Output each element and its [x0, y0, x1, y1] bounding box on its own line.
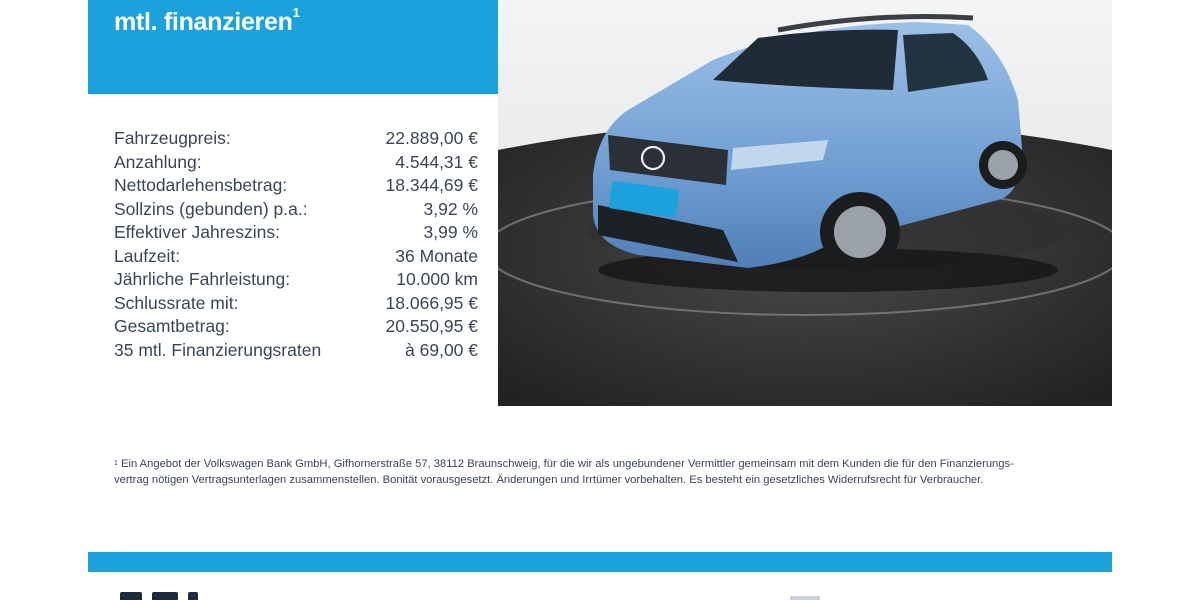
spec-label: Jährliche Fahrleistung:	[114, 269, 291, 289]
spec-row-net-loan	[114, 175, 478, 199]
spec-value: 20.550,95 €	[385, 316, 478, 336]
header-title-footnote-marker: 1	[292, 4, 300, 20]
legal-footnote	[114, 456, 1034, 488]
spec-value: 18.344,69 €	[385, 175, 478, 195]
spec-row-monthly-installments	[114, 340, 478, 364]
financing-specs	[114, 128, 478, 363]
spec-label: Schlussrate mit:	[114, 292, 239, 313]
spec-row-final-rate	[114, 293, 478, 317]
partial-logo-fragment-right	[790, 596, 820, 600]
spec-value: à 69,00 €	[405, 339, 478, 360]
spec-label: Sollzins (gebunden) p.a.:	[114, 198, 308, 219]
spec-row-term	[114, 246, 478, 270]
spec-value: 4.544,31 €	[395, 151, 478, 172]
spec-label: Nettodarlehensbetrag:	[114, 175, 288, 195]
spec-label: Gesamtbetrag:	[114, 316, 230, 336]
header-title-text: mtl. finanzieren	[114, 8, 293, 36]
spec-label: Anzahlung:	[114, 151, 202, 172]
spec-value: 22.889,00 €	[385, 128, 478, 148]
spec-row-debit-interest	[114, 199, 478, 223]
spec-value: 3,99 %	[423, 222, 478, 242]
spec-value: 3,92 %	[423, 198, 478, 219]
front-rim	[834, 206, 886, 258]
header-title	[114, 4, 300, 37]
rear-rim	[988, 150, 1018, 180]
spec-value: 18.066,95 €	[385, 292, 478, 313]
spec-row-effective-rate	[114, 222, 478, 246]
footnote-line-1	[114, 456, 1034, 472]
spec-row-vehicle-price	[114, 128, 478, 152]
footnote-line-2: vertrag nötigen Vertragsunterlagen zusammenstellen. Bonität vorausgesetzt. Änderungen und Irrtümer vorbehalten. Es besteht ein gesetzliches Widerrufsrecht für Verbraucher.	[114, 474, 984, 486]
footnote-text-1: Ein Angebot der Volkswagen Bank GmbH, Gifhornerstraße 57, 38112 Braunschweig, für die wir als ungebundener Vermittler gemeinsam mit dem Kunden die für den Finanzierungs-	[121, 458, 1014, 470]
spec-value: 36 Monate	[395, 245, 478, 266]
spec-row-annual-mileage	[114, 269, 478, 293]
financing-header	[88, 0, 498, 94]
spec-row-down-payment	[114, 152, 478, 176]
footnote-marker: 1	[114, 460, 118, 467]
spec-label: Fahrzeugpreis:	[114, 128, 231, 148]
spec-row-total-amount	[114, 316, 478, 340]
partial-logo-fragment	[120, 592, 230, 600]
logo-fragment-piece	[188, 592, 198, 600]
spec-value: 10.000 km	[396, 269, 478, 289]
logo-fragment-piece	[120, 592, 142, 600]
vehicle-photo	[498, 0, 1112, 406]
bottom-accent-bar	[88, 552, 1112, 572]
spec-label: Laufzeit:	[114, 245, 181, 266]
spec-label: Effektiver Jahreszins:	[114, 222, 280, 242]
spec-label: 35 mtl. Finanzierungsraten	[114, 339, 322, 360]
logo-fragment-piece	[152, 592, 178, 600]
